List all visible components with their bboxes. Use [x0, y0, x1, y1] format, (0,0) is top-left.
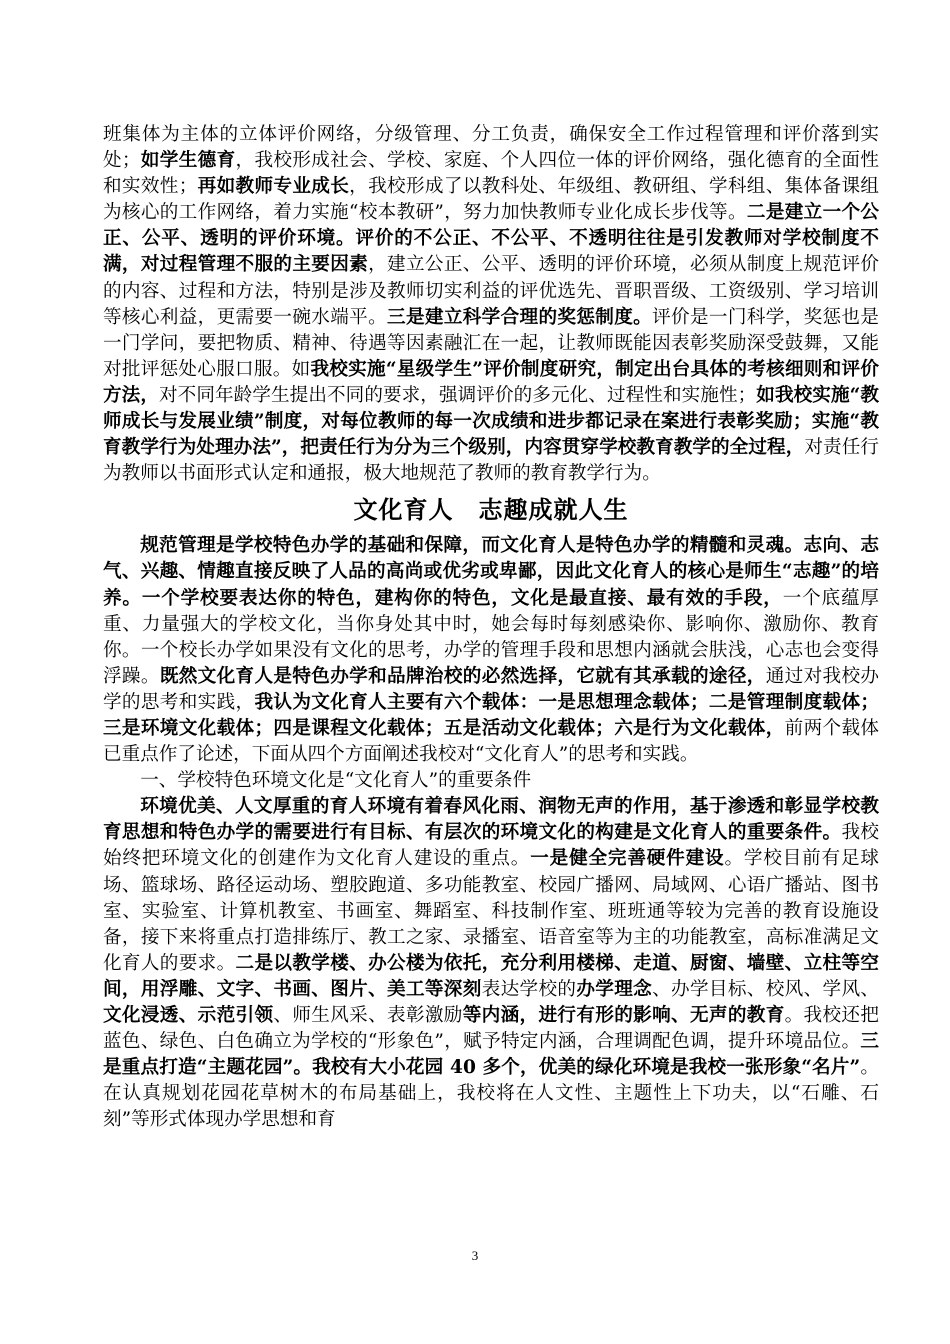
paragraph2-segment: 既然文化育人是特色办学和品牌治校的必然选择，它就有其承载的途径， — [159, 665, 766, 687]
paragraph2-segment: 前两个载体已重点作了论述，下面从四个方面阐述我校对“文化育人”的思考和实践。 — [103, 717, 879, 766]
paragraph3-segment: 。我校还把蓝色、绿色、白色确立为学校的“形象色”，赋予特定内涵，合理调配色调，提升环境品位。 — [103, 1005, 879, 1053]
paragraph1-segment: 再如教师专业成长 — [197, 176, 350, 198]
document-page — [103, 122, 879, 1133]
paragraph-culture-education — [103, 533, 879, 768]
paragraph1-segment: 班集体为主体的立体评价网络，分级管理、分工负责，确保安全工作过程管理和评价落到实处； — [103, 124, 879, 172]
paragraph3-segment: 表达学校的 — [481, 978, 577, 1000]
paragraph3-segment: 。学校目前有足球场、篮球场、路径运动场、塑胶跑道、多功能教室、校园广播网、局域网、心语广播站、图书室、实验室、计算机教室、书画室、舞蹈室、科技制作室、班班通等较为完善的教育设施设备，接下来将重点打造排练厅、教工之家、录播室、语音室等为主的功能教室，高标准满足文化育人的要求。 — [103, 848, 879, 974]
subsection-heading: 一、学校特色环境文化是“文化育人”的重要条件 — [140, 770, 532, 792]
paragraph1-segment: 评价是一门科学，奖惩也是一门学问，要把物质、精神、待遇等因素融汇在一起，让教师既能因表彰奖励深受鼓舞，又能对批评惩处心服口服。如 — [103, 306, 879, 380]
paragraph3-segment: 二是以教学楼、办公楼为依托，充分利用楼梯、走道、厨窗、墙壁、立柱等空间，用浮雕、文字、书画、图片、美工等深刻 — [103, 952, 879, 1000]
paragraph3-segment: 环境优美、人文厚重的育人环境有着春风化雨、润物无声的作用，基于渗透和彰显学校教育思想和特色办学的需要进行有目标、有层次的环境文化的构建是文化育人的重要条件。 — [103, 796, 879, 844]
paragraph2-segment: 我认为文化育人主要有六个载体：一是思想理念载体；二是管理制度载体；三是环境文化载体；四是课程文化载体；五是活动文化载体；六是行为文化载体， — [103, 691, 879, 739]
paragraph3-segment: 。在认真规划花园花草树木的布局基础上，我校将在人文性、主题性上下功夫，以“石雕、石刻”等形式体现办学思想和育 — [103, 1057, 879, 1131]
paragraph3-segment: 、师生风采、表彰激励 — [273, 1005, 463, 1026]
paragraph3-segment: 我校始终把环境文化的创建作为文化育人建设的重点。 — [103, 822, 879, 870]
paragraph1-segment: ，我校形成社会、学校、家庭、个人四位一体的评价网络，强化德育的全面性和实效性； — [103, 150, 879, 198]
paragraph2-segment: 一个底蕴厚重、力量强大的学校文化，当你身处其中时，她会每时每刻感染你、影响你、激励你、教育你。一个校长办学如果没有文化的思考，办学的管理手段和思想内涵就会肤浅，心志也会变得浮躁。 — [103, 587, 879, 687]
paragraph3-segment: 办学理念 — [576, 978, 653, 1000]
page-number: 3 — [471, 1248, 479, 1263]
paragraph3-segment: 三是重点打造“主题花园”。我校有大小花园 40 多个，优美的绿化环境是我校一张形象“名片” — [103, 1031, 879, 1079]
paragraph-evaluation-system — [103, 122, 879, 487]
paragraph1-segment: 我校实施“星级学生”评价制度研究，制定出台具体的考核细则和评价方法， — [103, 358, 879, 406]
paragraph1-segment: 二是建立一个公正、公平、透明的评价环境。评价的不公正、不公平、不透明往往是引发教师对学校制度不满，对过程管理不服的主要因素 — [103, 202, 879, 276]
paragraph3-segment: 文化浸透、示范引领 — [103, 1005, 274, 1026]
paragraph1-segment: 对不同年龄学生提出不同的要求，强调评价的多元化、过程性和实施性； — [159, 384, 757, 406]
paragraph1-segment: 如我校实施“教师成长与发展业绩”制度，对每位教师的每一次成绩和进步都记录在案进行表彰奖励；实施“教育教学行为处理办法”，把责任行为分为三个级别，内容贯穿学校教育教学的全过程， — [103, 384, 879, 459]
paragraph1-segment: 对责任行为教师以书面形式认定和通报，极大地规范了教师的教育教学行为。 — [103, 437, 879, 485]
paragraph1-segment: ，我校形成了以教科处、年级组、教研组、学科组、集体备课组为核心的工作网络，着力实施“校本教研”，努力加快教师专业化成长步伐等。 — [103, 176, 879, 224]
paragraph3-segment: 等内涵，进行有形的影响、无声的教育 — [462, 1005, 785, 1026]
paragraph2-segment: 通过对我校办学的思考和实践， — [103, 665, 879, 713]
paragraph1-segment: 三是建立科学合理的奖惩制度。 — [387, 306, 653, 328]
paragraph1-segment: ，建立公正、公平、透明的评价环境，必须从制度上规范评价的内容、过程和方法，特别是涉及教师切实利益的评优选先、晋职晋级、工资级别、学习培训等核心利益，更需要一碗水端平。 — [103, 254, 879, 328]
paragraph1-segment: 如学生德育 — [140, 150, 236, 172]
paragraph-environment-culture — [103, 794, 879, 1133]
section-heading: 文化育人 志趣成就人生 — [353, 496, 629, 525]
paragraph3-segment: 一是健全完善硬件建设 — [530, 848, 725, 870]
paragraph3-segment: 、办学目标、校风、学风、 — [652, 978, 879, 1000]
paragraph2-segment: 规范管理是学校特色办学的基础和保障，而文化育人是特色办学的精髓和灵魂。志向、志气、兴趣、情趣直接反映了人品的高尚或优劣或卑鄙，因此文化育人的核心是师生“志趣”的培养。一个学校要表达你的特色，建构你的特色，文化是最直接、最有效的手段， — [103, 535, 879, 609]
